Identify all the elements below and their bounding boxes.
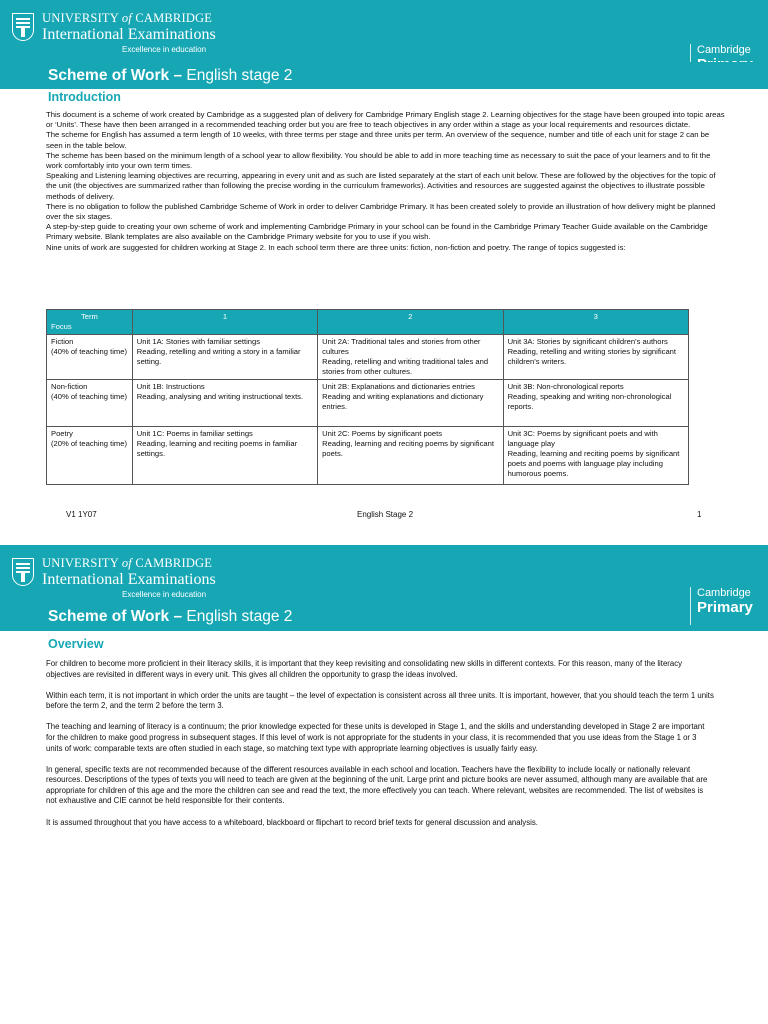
paragraph: It is assumed throughout that you have access to a whiteboard, blackboard or flipchart to record brief texts for general discussion and analysis. (46, 817, 538, 827)
cambridge-crest-icon (12, 558, 34, 586)
page1-header-band (0, 0, 768, 62)
table-corner-cell: Term Focus (47, 310, 133, 335)
tagline: Excellence in education (122, 589, 207, 599)
paragraph: The scheme for English has assumed a term length of 10 weeks, with three terms per stage and three units per term. An overview of the sequence, number and title of each unit for stage 2 can be seen in the table below. (46, 130, 710, 150)
footer-title: English Stage 2 (357, 510, 414, 519)
overview-text (46, 659, 714, 839)
cambridge-primary-logo: Cambridge (690, 44, 758, 82)
unit-cell: Unit 3A: Stories by significant children’s authors Reading, retelling and writing stories by significant children’s writers. (503, 335, 688, 380)
paragraph: For children to become more proficient in their literacy skills, it is important that they keep revisiting and consolidating new skills in different contexts. For this reason, many of the literacy objectives are revisited in different ways in every unit. This gives all children the opportunity to grasp the ideas involved. (46, 659, 683, 679)
paragraph: A step-by-step guide to creating your own scheme of work and implementing Cambridge Primary in your school can be found in the Cambridge Primary Teacher Guide available on the Cambridge Primary website. Blank templates are also available on the Cambridge Primary website for you to use if you wish. (46, 222, 708, 242)
paragraph: Within each term, it is not important in which order the units are taught – the level of expectation is consistent across all three units. It is important, however, that you should teach the term 1 units before the term 2, and the term 2 before the term 3. (46, 690, 714, 711)
focus-cell: Non-fiction (40% of teaching time) (47, 380, 133, 427)
table-row (47, 427, 689, 485)
university-name: UNIVERSITY of CAMBRIDGE (42, 556, 213, 570)
paragraph: The scheme has been based on the minimum length of a school year to allow flexibility. You should be able to add in more teaching time as necessary to suit the pace of your learners and to fit the work comfortably into your own term times. (46, 150, 711, 171)
paragraph: The teaching and learning of literacy is a continuum; the prior knowledge expected for these units is developed in Stage 1, and the skills and understanding developed in Stage 2 are important for the children to make good progress in subsequent stages. If this level of work is not appropriate for the students in your class, it is recommended that you use ideas from the Stage 1 or 3 units of work: comparable texts are often studied in each stage, so matching text type with appropriate learning objectives is usually fairly easy. (46, 722, 705, 753)
term-header: 2 (318, 310, 503, 335)
term-header: 3 (503, 310, 688, 335)
unit-cell: Unit 3C: Poems by significant poets and with language play Reading, learning and reciting poems by significant poets and poems with language play including humorous poems. (503, 427, 688, 485)
term-header: 1 (132, 310, 317, 335)
university-name: UNIVERSITY of CAMBRIDGE (42, 11, 213, 25)
footer-page-number: 1 (697, 510, 702, 519)
unit-cell: Unit 2B: Explanations and dictionaries entries Reading and writing explanations and dictionary entries. (318, 380, 503, 427)
unit-cell: Unit 2A: Traditional tales and stories from other cultures Reading, retelling and writing traditional tales and stories from other cultures. (318, 335, 503, 380)
page1-title-band (0, 62, 768, 89)
unit-cell: Unit 1B: Instructions Reading, analysing and writing instructional texts. (132, 380, 317, 427)
focus-cell: Fiction (40% of teaching time) (47, 335, 133, 380)
unit-cell: Unit 2C: Poems by significant poets Reading, learning and reciting poems by significant poets. (318, 427, 503, 485)
units-table (46, 309, 689, 485)
footer-version: V1 1Y07 (66, 510, 97, 519)
paragraph: There is no obligation to follow the published Cambridge Scheme of Work in order to deliver Cambridge Primary. It has been created solely to provide an illustration of how delivery might be planned over the six stages. (46, 201, 716, 222)
university-logo (12, 12, 216, 54)
section-heading-overview: Overview (48, 637, 104, 651)
cambridge-crest-icon (12, 13, 34, 41)
introduction-text (46, 110, 726, 253)
table-row (47, 335, 689, 380)
unit-cell: Unit 1C: Poems in familiar settings Reading, learning and reciting poems in familiar settings. (132, 427, 317, 485)
paragraph: In general, specific texts are not recommended because of the different resources available in each school and location. Teachers have the flexibility to include locally or nationally relevant resources. Descriptions of the types of texts you will need to teach are given at the beginning of the unit. Large print and picture books are never assumed, although many are available that are appropriate for children of this age and the more the children can see and read the text, the more effectively you can teach. Where relevant, websites are recommended. The list of websites is not exhaustive and CIE cannot be held responsible for their contents. (46, 764, 708, 806)
table-row (47, 380, 689, 427)
international-examinations: International Examinations (42, 25, 216, 43)
table-header-row (47, 310, 689, 335)
page-title: Scheme of Work – English stage 2 (48, 67, 293, 84)
unit-cell: Unit 3B: Non-chronological reports Reading, speaking and writing non-chronological reports. (503, 380, 688, 427)
cambridge-primary-logo: Cambridge Primary (690, 587, 758, 625)
paragraph: Nine units of work are suggested for children working at Stage 2. In each school term there are three units: fiction, non-fiction and poetry. The range of topics suggested is: (46, 242, 626, 252)
section-heading-introduction: Introduction (48, 90, 121, 104)
tagline: Excellence in education (122, 44, 207, 54)
international-examinations: International Examinations (42, 570, 216, 588)
page2-title-band (0, 603, 768, 631)
focus-cell: Poetry (20% of teaching time) (47, 427, 133, 485)
university-logo (12, 557, 216, 599)
page2-header-band (0, 545, 768, 607)
unit-cell: Unit 1A: Stories with familiar settings Reading, retelling and writing a story in a familiar setting. (132, 335, 317, 380)
paragraph: Speaking and Listening learning objectives are recurring, appearing in every unit and as such are listed separately at the start of each unit below. These are followed by the objectives for the topic of the unit (the objectives are summarized rather than following the precise wording in the curriculum frameworks). Activities and resources are suggested against the objectives to illustrate possible methods of delivery. (46, 171, 716, 201)
page-title: Scheme of Work – English stage 2 (48, 608, 293, 625)
paragraph: This document is a scheme of work created by Cambridge as a suggested plan of delivery for Cambridge Primary English stage 2. Learning objectives for the stage have been grouped into topic areas or ‘Units’. These have then been arranged in a recommended teaching order but you are free to teach objectives in any order within a stage as your local requirements and resources dictate. (46, 110, 725, 130)
